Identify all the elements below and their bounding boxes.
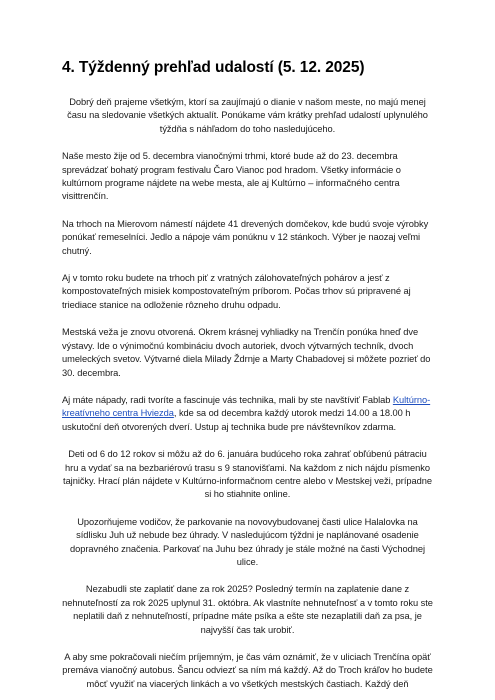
paragraph-intro: Dobrý deň prajeme všetkým, ktorí sa zaujímajú o dianie v našom meste, no majú menej času na sledovanie všetkých aktualít. Ponúkame vám krátky prehľad udalostí uplynulého týždňa s náhľadom do toho nasledujúceho.: [67, 97, 428, 134]
paragraph-kids-game: Deti od 6 do 12 rokov si môžu až do 6. januára budúceho roka zahrať obľúbenú pátraciu hru a vydať sa na bezbariérovú trasu s 9 stanovišťami. Na každom z nich nájdu písmenko tajničky. Hrací plán nájdete v Kultúrno-informačnom centre alebo v Mestskej veži, prípadne si ho stiahnite online.: [63, 449, 432, 500]
fablab-text-before: Aj máte nápady, radi tvoríte a fascinuje vás technika, mali by ste navštíviť Fablab: [62, 394, 393, 405]
fablab-text-after: , kde sa od decembra každý utorok medzi 14.00 a 18.00 h uskutoční deň otvorených dverí. Ustup aj technika bude pre návštevníkov zdarma.: [62, 408, 411, 432]
page-title: 4. Týždenný prehľad udalostí (5. 12. 2025): [62, 59, 365, 76]
paragraph-taxes: Nezabudli ste zaplatiť dane za rok 2025? Posledný termín na zaplatenie dane z nehnuteľností za rok 2025 uplynul 31. októbra. Ak vlastníte nehnuteľnosť a v tomto roku ste neplatili daň z nehnuteľností, prípadne máte psíka a ešte ste nezaplatili daň za psa, je najvyšší čas tak urobiť.: [62, 584, 433, 635]
paragraph-parking: Upozorňujeme vodičov, že parkovanie na novovybudovanej časti ulice Halalovka na sídlisku Juh už nebude bez úhrady. V nasledujúcom týždni je naplánované osadenie dopravného značenia. Parkovať na Juhu bez úhrady je stále možné na časti Východnej ulice.: [70, 516, 425, 567]
paragraph-christmas-bus: A aby sme pokračovali niečím príjemným, je čas vám oznámiť, že v uliciach Trenčína opäť premáva vianočný autobus. Šancu odviezť sa ním má každý. Až do Troch kráľov ho budete môcť využiť na viacerých linkách a vo všetkých mestských častiach. Každý deň: [62, 652, 433, 689]
paragraph-city-tower: Mestská veža je znovu otvorená. Okrem krásnej vyhliadky na Trenčín ponúka hneď dve výstavy. Ide o výnimočnú kombináciu dvoch autoriek, dvoch výtvarných techník, dvoch umeleckých svetov. Výtvarné diela Milady Ždrnje a Marty Chabadovej si môžete pozrieť do 30. decembra.: [62, 327, 431, 378]
paragraph-recycling: Aj v tomto roku budete na trhoch piť z vratných zálohovateľných pohárov a jesť z kompostovateľných misiek kompostovateľným príborom. Počas trhov sú pripravené aj triediace stanice na odloženie rôzneho druhu odpadu.: [62, 273, 411, 310]
paragraph-christmas-markets: Naše mesto žije od 5. decembra vianočnými trhmi, ktoré bude až do 23. decembra sprevádzať bohatý program festivalu Čaro Vianoc pod hradom. Všetky informácie o kultúrnom programe nájdete na webe mesta, ale aj Kultúrno – informačného centra visittrenčín.: [62, 151, 401, 202]
paragraph-fablab: [62, 394, 433, 434]
hviezda-center-link[interactable]: Kultúrno-kreatívneho centra Hviezda: [62, 394, 431, 419]
paragraph-market-stalls: Na trhoch na Mierovom námestí nájdete 41 drevených domčekov, kde budú svoje výrobky ponúkať remeselníci. Jedlo a nápoje vám ponúknu v 12 stánkoch. Výber je naozaj veľmi chutný.: [62, 218, 429, 256]
